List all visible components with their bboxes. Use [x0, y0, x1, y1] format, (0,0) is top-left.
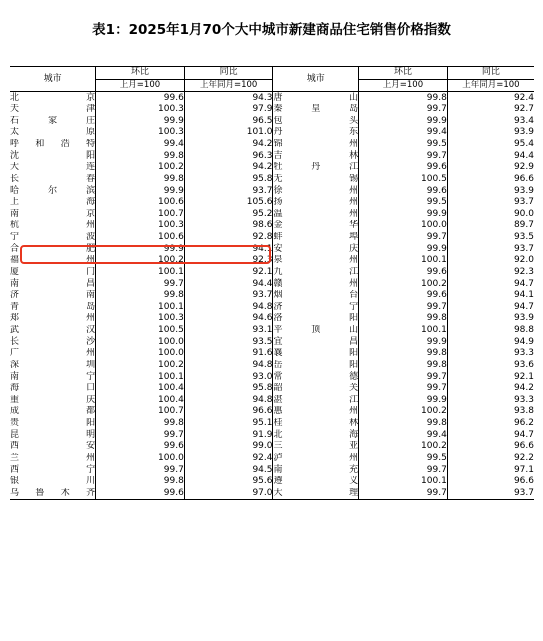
table-row [10, 116, 534, 128]
table-row [10, 441, 534, 453]
mom-value: 99.9 [359, 243, 448, 255]
mom-value: 100.0 [359, 220, 448, 232]
city-name: 南宁 [10, 371, 96, 382]
mom-value: 100.7 [96, 209, 185, 221]
header-yoy: 同比 [447, 67, 534, 80]
city-name: 厦门 [10, 266, 96, 277]
mom-value: 100.1 [359, 255, 448, 267]
mom-value: 99.9 [96, 243, 185, 255]
mom-value: 100.2 [96, 360, 185, 372]
city-name: 吉林 [273, 150, 359, 161]
mom-value: 99.8 [359, 313, 448, 325]
table-row [10, 220, 534, 232]
city-name: 牡丹江 [273, 162, 359, 173]
table-row [10, 348, 534, 360]
yoy-value: 94.7 [447, 278, 534, 290]
yoy-value: 94.1 [184, 243, 273, 255]
city-name: 泸州 [273, 452, 359, 463]
mom-value: 100.5 [96, 325, 185, 337]
city-name: 长沙 [10, 336, 96, 347]
city-name: 郑州 [10, 313, 96, 324]
mom-value: 100.1 [96, 371, 185, 383]
yoy-value: 94.7 [447, 429, 534, 441]
table-row [10, 162, 534, 174]
header-mom: 环比 [96, 67, 185, 80]
city-name: 温州 [273, 208, 359, 219]
table-row [10, 139, 534, 151]
city-name: 深圳 [10, 359, 96, 370]
yoy-value: 97.0 [184, 488, 273, 500]
city-name: 徐州 [273, 185, 359, 196]
city-name: 蚌埠 [273, 232, 359, 243]
yoy-value: 92.2 [447, 453, 534, 465]
city-name: 南充 [273, 464, 359, 475]
mom-value: 99.7 [359, 232, 448, 244]
city-name: 石家庄 [10, 115, 96, 126]
yoy-value: 92.4 [447, 92, 534, 104]
table-row [10, 278, 534, 290]
city-name: 宜昌 [273, 336, 359, 347]
mom-value: 99.4 [96, 139, 185, 151]
yoy-value: 90.0 [447, 209, 534, 221]
city-name: 烟台 [273, 290, 359, 301]
yoy-value: 95.2 [184, 209, 273, 221]
city-name: 呼和浩特 [10, 139, 96, 150]
table-row [10, 360, 534, 372]
city-name: 三亚 [273, 441, 359, 452]
header-yoy-base: 上年同月=100 [184, 79, 273, 92]
mom-value: 99.6 [359, 267, 448, 279]
mom-value: 99.8 [96, 290, 185, 302]
city-name: 广州 [10, 348, 96, 359]
highlight-box [20, 245, 271, 264]
mom-value: 99.8 [359, 348, 448, 360]
table-row [10, 185, 534, 197]
mom-value: 99.9 [359, 395, 448, 407]
yoy-value: 89.7 [447, 220, 534, 232]
mom-value: 99.6 [359, 290, 448, 302]
mom-value: 99.6 [359, 185, 448, 197]
yoy-value: 92.3 [184, 255, 273, 267]
city-name: 唐山 [273, 92, 359, 103]
mom-value: 100.3 [96, 127, 185, 139]
yoy-value: 98.8 [447, 325, 534, 337]
city-name: 合肥 [10, 243, 96, 254]
city-name: 乌鲁木齐 [10, 487, 96, 498]
yoy-value: 92.4 [184, 453, 273, 465]
city-name: 兰州 [10, 452, 96, 463]
mom-value: 100.0 [96, 453, 185, 465]
mom-value: 100.2 [359, 406, 448, 418]
yoy-value: 93.7 [447, 488, 534, 500]
city-name: 济宁 [273, 301, 359, 312]
table-row [10, 371, 534, 383]
table-row [10, 325, 534, 337]
city-name: 包头 [273, 115, 359, 126]
city-name: 贵阳 [10, 418, 96, 429]
yoy-value: 96.3 [184, 150, 273, 162]
yoy-value: 92.1 [447, 371, 534, 383]
yoy-value: 94.2 [447, 383, 534, 395]
mom-value: 100.0 [96, 336, 185, 348]
city-name: 南昌 [10, 278, 96, 289]
city-name: 天津 [10, 104, 96, 115]
yoy-value: 93.0 [184, 371, 273, 383]
city-name: 洛阳 [273, 313, 359, 324]
yoy-value: 93.7 [184, 185, 273, 197]
city-name: 丹东 [273, 127, 359, 138]
mom-value: 100.6 [96, 197, 185, 209]
city-name: 泉州 [273, 255, 359, 266]
city-name: 桂林 [273, 418, 359, 429]
mom-value: 100.1 [359, 325, 448, 337]
city-name: 平顶山 [273, 325, 359, 336]
mom-value: 100.2 [359, 441, 448, 453]
table-row [10, 197, 534, 209]
city-name: 沈阳 [10, 150, 96, 161]
table-row [10, 418, 534, 430]
yoy-value: 92.8 [184, 232, 273, 244]
city-name: 无锡 [273, 173, 359, 184]
table-row [10, 209, 534, 221]
city-name: 遵义 [273, 476, 359, 487]
table-row [10, 464, 534, 476]
city-name: 海口 [10, 383, 96, 394]
table-row [10, 92, 534, 104]
mom-value: 99.8 [359, 92, 448, 104]
yoy-value: 92.0 [447, 255, 534, 267]
mom-value: 99.5 [359, 139, 448, 151]
table-row [10, 127, 534, 139]
yoy-value: 94.4 [447, 150, 534, 162]
yoy-value: 93.5 [184, 336, 273, 348]
yoy-value: 96.6 [184, 406, 273, 418]
yoy-value: 93.9 [447, 313, 534, 325]
mom-value: 99.8 [359, 360, 448, 372]
city-name: 济南 [10, 290, 96, 301]
city-name: 常德 [273, 371, 359, 382]
yoy-value: 92.3 [447, 267, 534, 279]
table-row [10, 488, 534, 500]
table-row [10, 290, 534, 302]
yoy-value: 97.1 [447, 464, 534, 476]
mom-value: 100.7 [96, 406, 185, 418]
yoy-value: 95.6 [184, 476, 273, 488]
table-row [10, 150, 534, 162]
yoy-value: 93.6 [447, 360, 534, 372]
yoy-value: 94.7 [447, 302, 534, 314]
city-name: 金华 [273, 220, 359, 231]
city-name: 福州 [10, 255, 96, 266]
header-mom-base: 上月=100 [359, 79, 448, 92]
table-row [10, 313, 534, 325]
city-name: 长春 [10, 173, 96, 184]
mom-value: 99.9 [96, 185, 185, 197]
mom-value: 99.7 [359, 488, 448, 500]
yoy-value: 93.7 [447, 197, 534, 209]
yoy-value: 94.1 [447, 290, 534, 302]
mom-value: 99.9 [359, 209, 448, 221]
city-name: 秦皇岛 [273, 104, 359, 115]
yoy-value: 96.6 [447, 441, 534, 453]
city-name: 扬州 [273, 197, 359, 208]
mom-value: 99.4 [359, 127, 448, 139]
mom-value: 99.7 [359, 464, 448, 476]
city-name: 青岛 [10, 301, 96, 312]
mom-value: 99.8 [359, 418, 448, 430]
table-row [10, 302, 534, 314]
yoy-value: 93.7 [184, 290, 273, 302]
table-row [10, 453, 534, 465]
mom-value: 99.7 [359, 383, 448, 395]
yoy-value: 94.5 [184, 464, 273, 476]
yoy-value: 94.9 [447, 336, 534, 348]
yoy-value: 95.4 [447, 139, 534, 151]
yoy-value: 101.0 [184, 127, 273, 139]
mom-value: 100.1 [96, 302, 185, 314]
mom-value: 99.9 [359, 116, 448, 128]
city-name: 韶关 [273, 383, 359, 394]
mom-value: 100.6 [96, 232, 185, 244]
yoy-value: 93.3 [447, 395, 534, 407]
yoy-value: 93.4 [447, 116, 534, 128]
header-mom: 环比 [359, 67, 448, 80]
yoy-value: 92.7 [447, 104, 534, 116]
mom-value: 99.7 [96, 429, 185, 441]
yoy-value: 96.2 [447, 418, 534, 430]
header-yoy-base: 上年同月=100 [447, 79, 534, 92]
table-title: 表1：2025年1月70个大中城市新建商品住宅销售价格指数 [92, 22, 451, 38]
table-row [10, 429, 534, 441]
yoy-value: 99.0 [184, 441, 273, 453]
mom-value: 99.7 [359, 104, 448, 116]
city-name: 哈尔滨 [10, 185, 96, 196]
city-name: 湛江 [273, 394, 359, 405]
yoy-value: 94.2 [184, 162, 273, 174]
yoy-value: 96.5 [184, 116, 273, 128]
yoy-value: 94.4 [184, 278, 273, 290]
city-name: 西宁 [10, 464, 96, 475]
yoy-value: 93.5 [447, 232, 534, 244]
yoy-value: 93.7 [447, 243, 534, 255]
mom-value: 99.8 [96, 174, 185, 186]
city-name: 成都 [10, 406, 96, 417]
city-name: 银川 [10, 476, 96, 487]
yoy-value: 95.8 [184, 383, 273, 395]
mom-value: 100.1 [359, 476, 448, 488]
table-row [10, 104, 534, 116]
yoy-value: 92.9 [447, 162, 534, 174]
yoy-value: 94.8 [184, 360, 273, 372]
table-row [10, 383, 534, 395]
yoy-value: 92.1 [184, 267, 273, 279]
mom-value: 99.5 [359, 453, 448, 465]
mom-value: 100.2 [96, 162, 185, 174]
mom-value: 99.5 [359, 197, 448, 209]
city-name: 安庆 [273, 243, 359, 254]
mom-value: 100.2 [359, 278, 448, 290]
city-name: 赣州 [273, 278, 359, 289]
city-name: 岳阳 [273, 359, 359, 370]
mom-value: 99.8 [96, 476, 185, 488]
yoy-value: 94.3 [184, 92, 273, 104]
table-row [10, 174, 534, 186]
header-city: 城市 [273, 67, 359, 92]
mom-value: 99.8 [96, 418, 185, 430]
mom-value: 100.3 [96, 313, 185, 325]
table-row [10, 476, 534, 488]
city-name: 西安 [10, 441, 96, 452]
yoy-value: 93.9 [447, 127, 534, 139]
mom-value: 99.6 [96, 488, 185, 500]
yoy-value: 96.6 [447, 476, 534, 488]
yoy-value: 98.6 [184, 220, 273, 232]
city-name: 大连 [10, 162, 96, 173]
mom-value: 99.9 [359, 336, 448, 348]
city-name: 南京 [10, 208, 96, 219]
city-name: 宁波 [10, 232, 96, 243]
yoy-value: 105.6 [184, 197, 273, 209]
yoy-value: 95.8 [184, 174, 273, 186]
city-name: 上海 [10, 197, 96, 208]
yoy-value: 94.6 [184, 313, 273, 325]
header-yoy: 同比 [184, 67, 273, 80]
city-name: 昆明 [10, 429, 96, 440]
yoy-value: 95.1 [184, 418, 273, 430]
city-name: 大理 [273, 487, 359, 498]
header-row [10, 67, 534, 80]
city-name: 锦州 [273, 139, 359, 150]
mom-value: 100.5 [359, 174, 448, 186]
mom-value: 100.3 [96, 220, 185, 232]
yoy-value: 91.9 [184, 429, 273, 441]
city-name: 惠州 [273, 406, 359, 417]
table-row [10, 395, 534, 407]
mom-value: 100.2 [96, 255, 185, 267]
mom-value: 99.6 [359, 162, 448, 174]
mom-value: 99.4 [359, 429, 448, 441]
header-city: 城市 [10, 67, 96, 92]
yoy-value: 94.2 [184, 139, 273, 151]
table-row [10, 232, 534, 244]
city-name: 武汉 [10, 325, 96, 336]
yoy-value: 93.9 [447, 185, 534, 197]
mom-value: 99.6 [96, 92, 185, 104]
city-name: 杭州 [10, 220, 96, 231]
yoy-value: 94.8 [184, 395, 273, 407]
mom-value: 100.3 [96, 104, 185, 116]
yoy-value: 94.8 [184, 302, 273, 314]
yoy-value: 93.8 [447, 406, 534, 418]
mom-value: 100.1 [96, 267, 185, 279]
mom-value: 100.0 [96, 348, 185, 360]
yoy-value: 91.6 [184, 348, 273, 360]
mom-value: 100.4 [96, 395, 185, 407]
yoy-value: 96.6 [447, 174, 534, 186]
city-name: 北海 [273, 429, 359, 440]
city-name: 北京 [10, 92, 96, 103]
mom-value: 99.7 [96, 278, 185, 290]
yoy-value: 97.9 [184, 104, 273, 116]
mom-value: 99.9 [96, 116, 185, 128]
city-name: 重庆 [10, 394, 96, 405]
yoy-value: 93.3 [447, 348, 534, 360]
city-name: 太原 [10, 127, 96, 138]
city-name: 九江 [273, 266, 359, 277]
table-row [10, 267, 534, 279]
table-row [10, 406, 534, 418]
header-mom-base: 上月=100 [96, 79, 185, 92]
mom-value: 99.7 [96, 464, 185, 476]
price-index-table [10, 66, 534, 500]
mom-value: 99.7 [359, 150, 448, 162]
city-name: 襄阳 [273, 348, 359, 359]
mom-value: 100.4 [96, 383, 185, 395]
mom-value: 99.7 [359, 371, 448, 383]
yoy-value: 93.1 [184, 325, 273, 337]
mom-value: 99.7 [359, 302, 448, 314]
mom-value: 99.6 [96, 441, 185, 453]
table-row [10, 336, 534, 348]
mom-value: 99.8 [96, 150, 185, 162]
